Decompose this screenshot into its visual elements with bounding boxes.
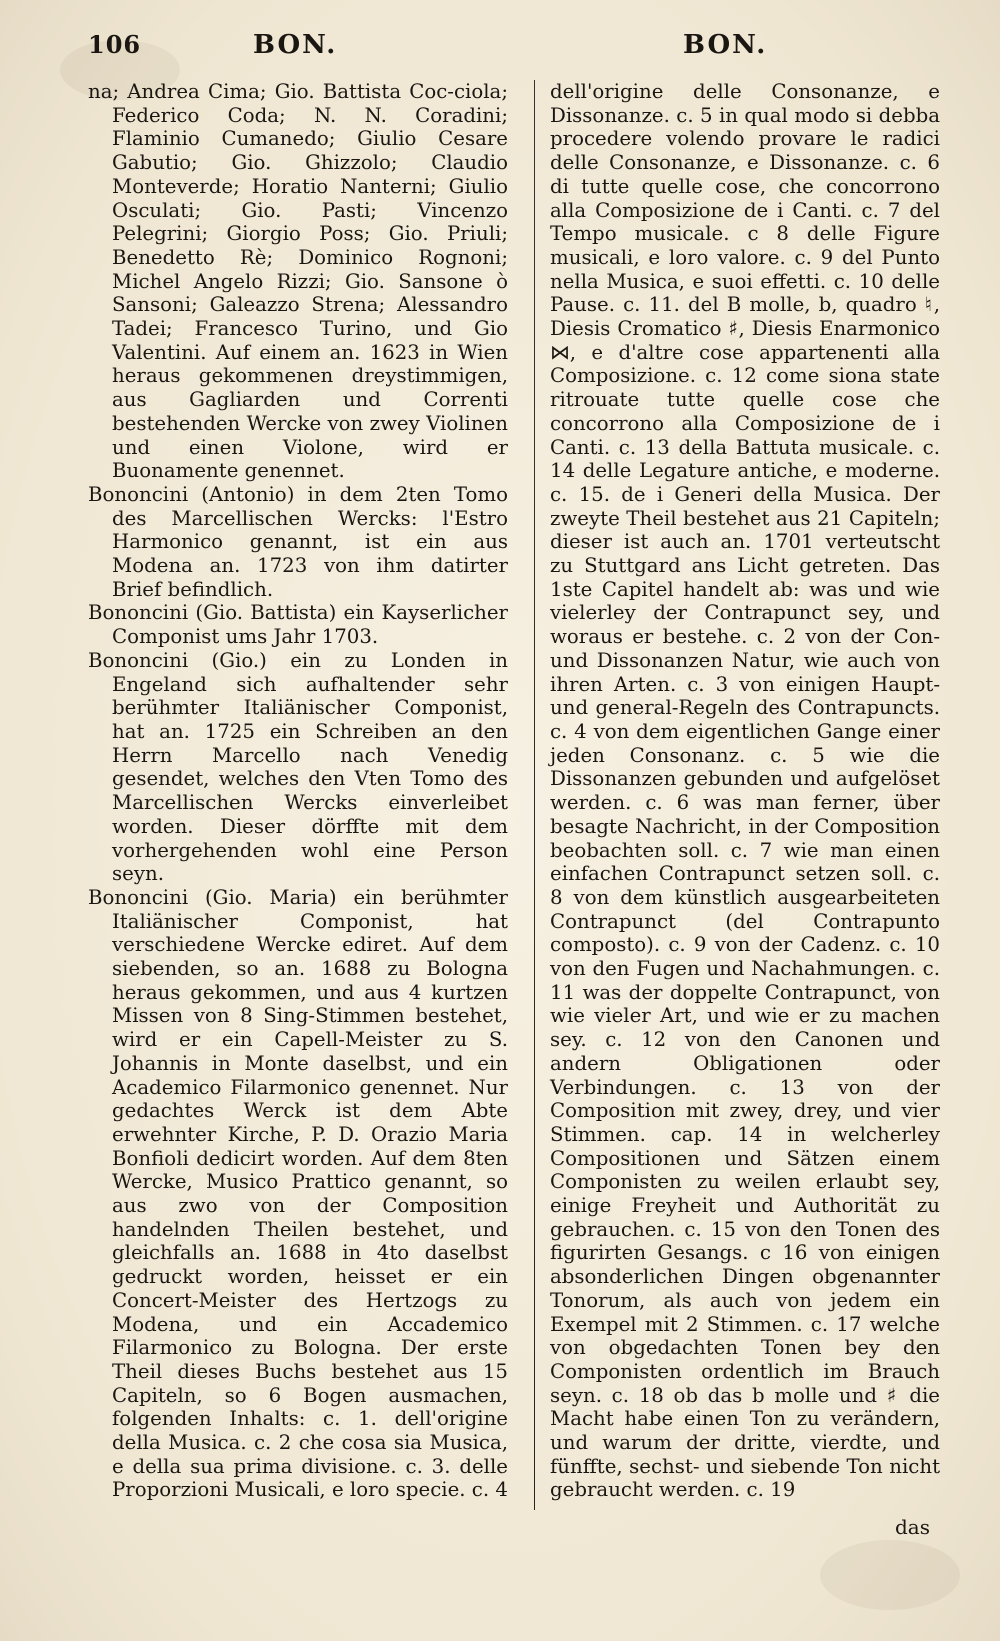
paper-stain bbox=[820, 1540, 960, 1610]
page-number: 106 bbox=[88, 30, 142, 59]
right-column bbox=[550, 80, 940, 1502]
entry-continuation: na; Andrea Cima; Gio. Battista Coc-ciola; Federico Coda; N. N. Coradini; Flaminio Cumanedo; Giulio Cesare Gabutio; Gio. Ghizzolo; Claudio Monteverde; Horatio Nanterni; Giulio Osculati; Gio. Pasti; Vincenzo Pelegrini; Giorgio Poss; Gio. Priuli; Benedetto Rè; Dominico Rognoni; Michel Angelo Rizzi; Gio. Sansone ò Sansoni; Galeazzo Strena; Alessandro Tadei; Francesco Turino, und Gio Valentini. Auf einem an. 1623 in Wien heraus gekommenen dreystimmigen, aus Gagliarden und Correnti bestehenden Wercke von zwey Violinen und einen Violone, wird er Buonamente genennet. bbox=[88, 80, 508, 483]
catchword: das bbox=[895, 1515, 930, 1539]
running-head-right: BON. bbox=[683, 30, 768, 60]
page-header bbox=[88, 30, 938, 70]
left-column bbox=[88, 80, 508, 1502]
entry-continuation-right: dell'origine delle Consonanze, e Dissonanze. c. 5 in qual modo si debba procedere volendo provare le radici delle Consonanze, e Dissonanze. c. 6 di tutte quelle cose, che concorrono alla Composizione de i Canti. c. 7 del Tempo musicale. c 8 delle Figure musicali, e loro valore. c. 9 del Punto nella Musica, e suoi effetti. c. 10 delle Pause. c. 11. del B molle, b, quadro ♮, Diesis Cromatico ♯, Diesis Enarmonico ⋈, e d'altre cose appartenenti alla Composizione. c. 12 come siona state ritrouate tutte quelle cose che concorrono alla Composizione de i Canti. c. 13 della Battuta musicale. c. 14 delle Legature antiche, e moderne. c. 15. de i Generi della Musica. Der zweyte Theil bestehet aus 21 Capiteln; dieser ist auch an. 1701 verteutscht zu Stuttgard ans Licht getreten. Das 1ste Capitel handelt ab: was und wie vielerley der Contrapunct sey, und woraus er bestehe. c. 2 von der Con- und Dissonanzen Natur, wie auch von ihren Arten. c. 3 von einigen Haupt- und general-Regeln des Contrapuncts. c. 4 von dem eigentlichen Gange einer jeden Consonanz. c. 5 wie die Dissonanzen gebunden und aufgelöset werden. c. 6 was man ferner, über besagte Nachricht, in der Composition beobachten soll. c. 7 wie man einen einfachen Contrapunct setzen soll. c. 8 von dem künstlich ausgearbeiteten Contrapunct (del Contrapunto composto). c. 9 von der Cadenz. c. 10 von den Fugen und Nachahmungen. c. 11 was der doppelte Contrapunct, von wie vieler Art, und wie er zu machen sey. c. 12 von den Canonen und andern Obligationen oder Verbindungen. c. 13 von der Composition mit zwey, drey, und vier Stimmen. cap. 14 in welcherley Compositionen und Sätzen einem Componisten zu weilen erlaubt sey, einige Freyheit und Authorität zu gebrauchen. c. 15 von den Tonen des figurirten Gesangs. c 16 von einigen absonderlichen Dingen obgenannter Tonorum, als auch von jedem ein Exempel mit 2 Stimmen. c. 17 welche von obgedachten Tonen bey den Componisten ordentlich im Brauch seyn. c. 18 ob das b molle und ♯ die Macht habe einen Ton zu verändern, und warum der dritte, vierdte, und fünffte, sechst- und siebende Ton nicht gebraucht werden. c. 19 bbox=[550, 80, 940, 1502]
entry-bononcini-gio-battista: Bononcini (Gio. Battista) ein Kayserlicher Componist ums Jahr 1703. bbox=[88, 601, 508, 649]
running-head-left: BON. bbox=[253, 30, 338, 60]
entry-bononcini-gio-maria: Bononcini (Gio. Maria) ein berühmter Italiänischer Componist, hat verschiedene Wercke ediret. Auf dem siebenden, so an. 1688 zu Bologna heraus gekommen, und aus 4 kurtzen Missen von 8 Sing-Stimmen bestehet, wird er ein Capell-Meister zu S. Johannis in Monte daselbst, und ein Academico Filarmonico genennet. Nur gedachtes Werck ist dem Abte erwehnter Kirche, P. D. Orazio Maria Bonfioli dedicirt worden. Auf dem 8ten Wercke, Musico Prattico genannt, so aus zwo von der Composition handelnden Theilen bestehet, und gleichfalls an. 1688 in 4to daselbst gedruckt worden, heisset er ein Concert-Meister des Hertzogs zu Modena, und ein Accademico Filarmonico zu Bologna. Der erste Theil dieses Buchs bestehet aus 15 Capiteln, so 6 Bogen ausmachen, folgenden Inhalts: c. 1. dell'origine della Musica. c. 2 che cosa sia Musica, e della sua prima divisione. c. 3. delle Proporzioni Musicali, e loro specie. c. 4 bbox=[88, 885, 508, 1502]
column-divider bbox=[534, 80, 535, 1510]
entry-bononcini-antonio: Bononcini (Antonio) in dem 2ten Tomo des Marcellischen Wercks: l'Estro Harmonico genannt, ist ein aus Modena an. 1723 von ihm datirter Brief befindlich. bbox=[88, 482, 508, 601]
entry-bononcini-gio: Bononcini (Gio.) ein zu Londen in Engeland sich aufhaltender sehr berühmter Italiänischer Componist, hat an. 1725 ein Schreiben an den Herrn Marcello nach Venedig gesendet, welches den Vten Tomo des Marcellischen Wercks einverleibet worden. Dieser dörffte mit dem vorhergehenden wohl eine Person seyn. bbox=[88, 648, 508, 886]
